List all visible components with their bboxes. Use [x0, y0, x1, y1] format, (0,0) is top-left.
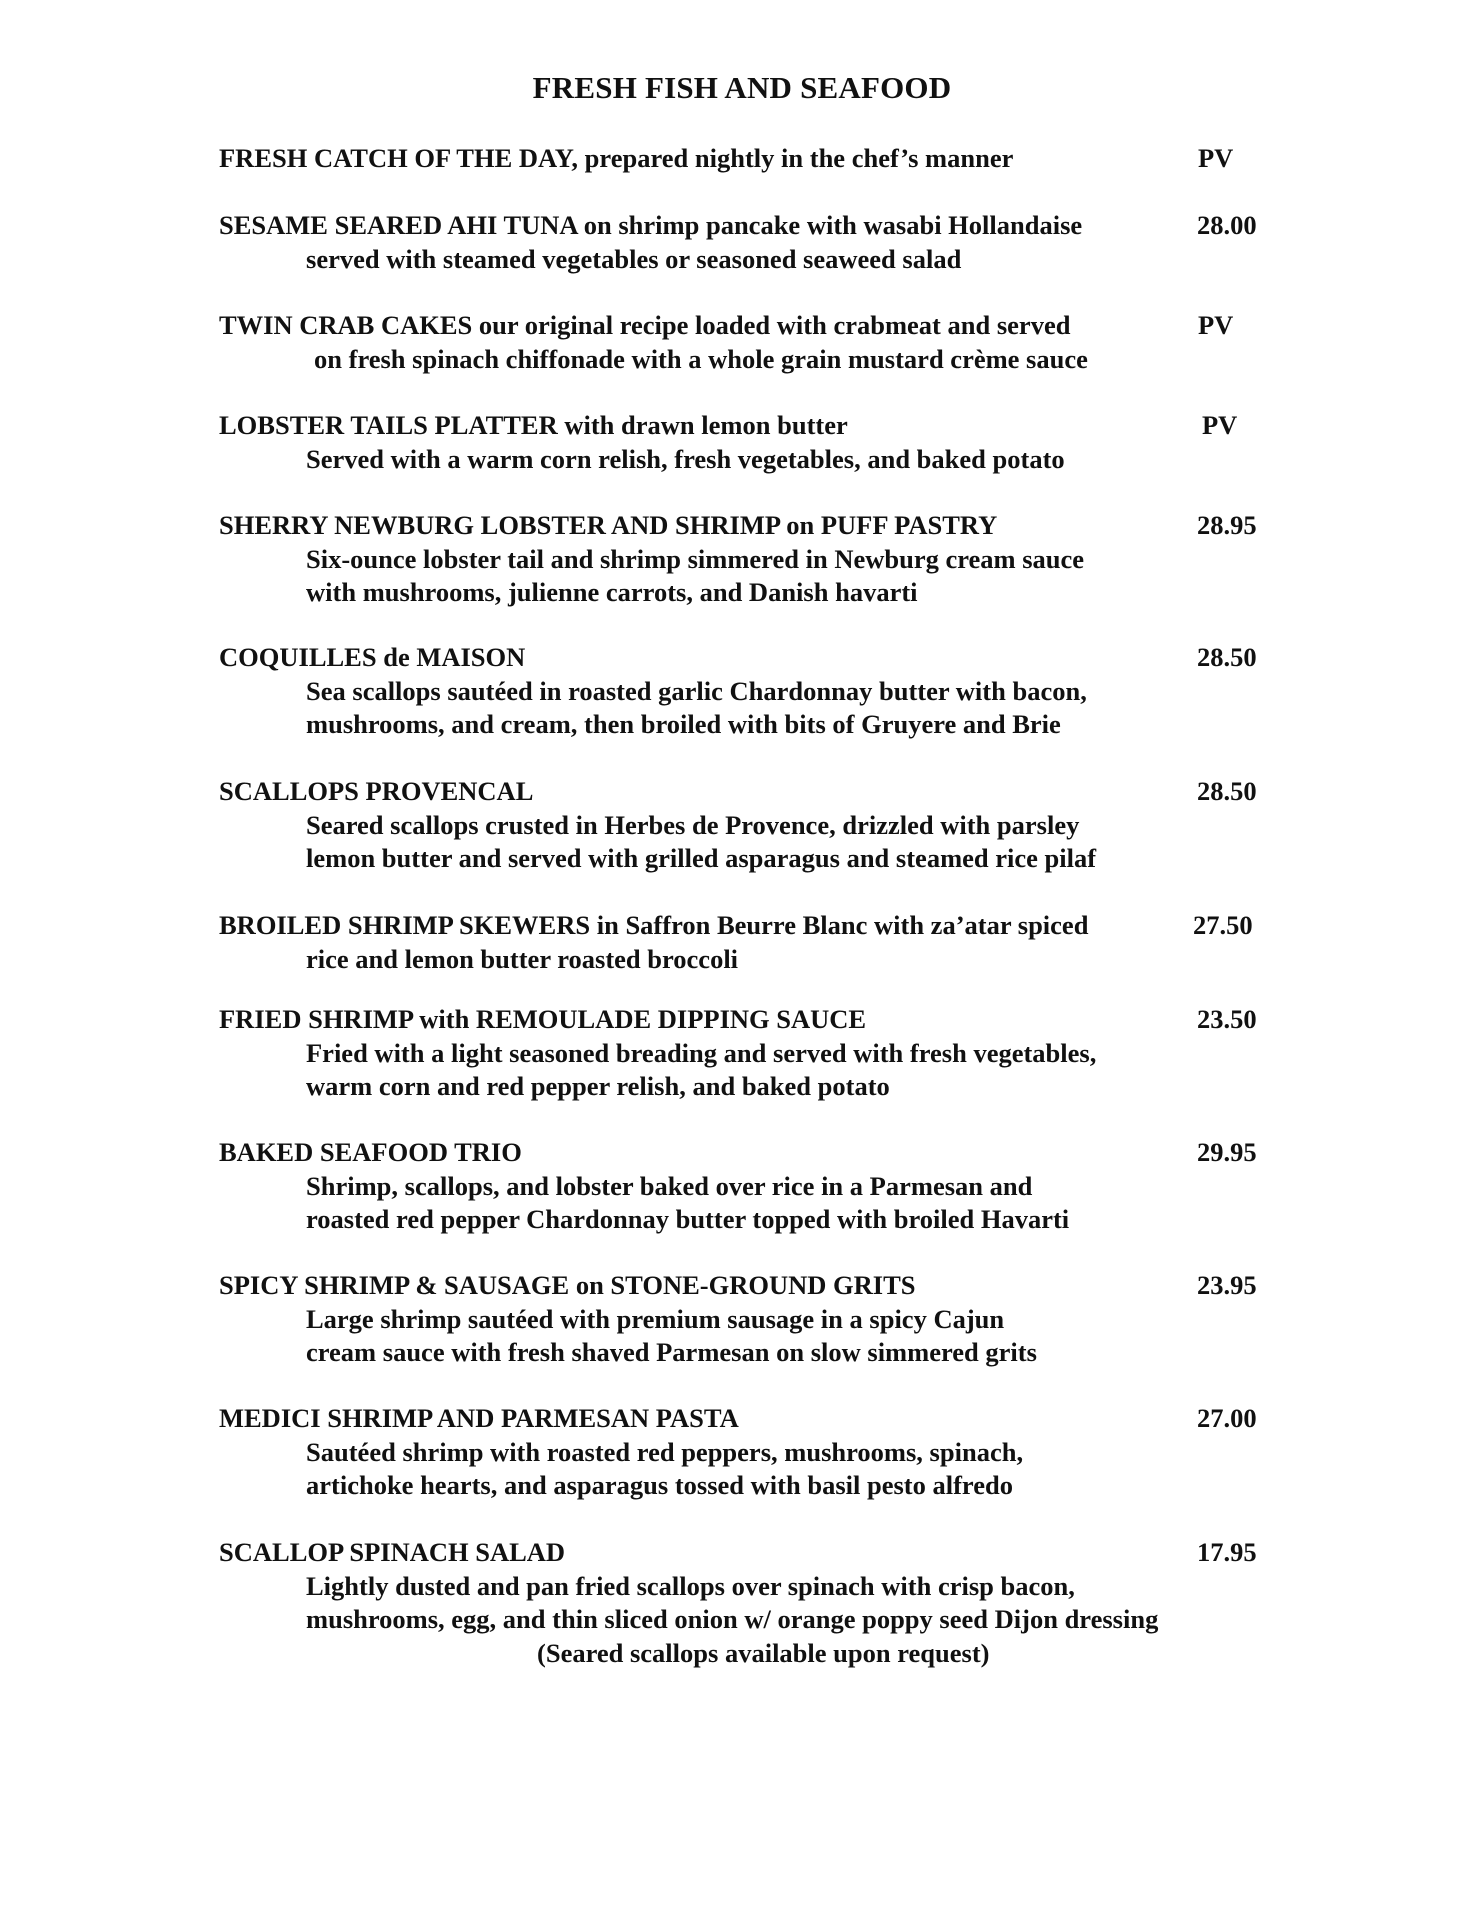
- menu-item-price: 29.95: [1197, 1137, 1257, 1167]
- menu-item-fresh-catch: [219, 142, 1309, 176]
- menu-item-price: 28.50: [1197, 642, 1257, 672]
- menu-item-sherry-newburg: [219, 509, 1309, 610]
- menu-item-price: 23.50: [1197, 1004, 1257, 1034]
- menu-item-description: Shrimp, scallops, and lobster baked over rice in a Parmesan and: [306, 1170, 1033, 1201]
- menu-item-description: roasted red pepper Chardonnay butter topped with broiled Havarti: [306, 1204, 1070, 1234]
- page-title: FRESH FISH AND SEAFOOD: [532, 70, 952, 105]
- menu-item-coquilles: [219, 641, 1309, 742]
- menu-item-title: FRIED SHRIMP with REMOULADE DIPPING SAUCE: [219, 1004, 867, 1034]
- menu-item-price: PV: [1198, 143, 1234, 173]
- menu-item-fried-shrimp: [219, 1003, 1309, 1104]
- menu-item-title: SCALLOP SPINACH SALAD: [219, 1537, 566, 1567]
- menu-item-shrimp-skewers: [219, 909, 1309, 976]
- menu-item-title: BAKED SEAFOOD TRIO: [219, 1137, 522, 1167]
- menu-item-title: COQUILLES de MAISON: [219, 642, 526, 672]
- menu-item-description: Lightly dusted and pan fried scallops over spinach with crisp bacon,: [306, 1570, 1075, 1601]
- menu-item-title: MEDICI SHRIMP AND PARMESAN PASTA: [219, 1403, 739, 1433]
- menu-item-description: Sautéed shrimp with roasted red peppers, mushrooms, spinach,: [306, 1436, 1024, 1467]
- menu-item-description: warm corn and red pepper relish, and baked potato: [306, 1071, 890, 1101]
- menu-item-description: with mushrooms, julienne carrots, and Danish havarti: [306, 577, 918, 607]
- menu-item-price: 28.95: [1197, 510, 1257, 540]
- menu-item-price: PV: [1198, 310, 1234, 340]
- menu-item-description: cream sauce with fresh shaved Parmesan on slow simmered grits: [306, 1337, 1037, 1367]
- menu-item-price: 17.95: [1197, 1537, 1257, 1567]
- menu-item-title: BROILED SHRIMP SKEWERS in Saffron Beurre Blanc with za’atar spiced: [219, 910, 1089, 940]
- menu-item-scallop-salad: [219, 1536, 1309, 1670]
- menu-item-description: Seared scallops crusted in Herbes de Provence, drizzled with parsley: [306, 809, 1080, 840]
- menu-item-description: Fried with a light seasoned breading and served with fresh vegetables,: [306, 1037, 1097, 1068]
- menu-item-title: SESAME SEARED AHI TUNA on shrimp pancake with wasabi Hollandaise: [219, 210, 1083, 240]
- menu-item-price: PV: [1202, 410, 1238, 440]
- menu-item-price: 27.00: [1197, 1403, 1257, 1433]
- menu-item-description: artichoke hearts, and asparagus tossed with basil pesto alfredo: [306, 1470, 1013, 1500]
- menu-item-crab-cakes: [219, 309, 1309, 376]
- menu-item-note: (Seared scallops available upon request): [537, 1637, 990, 1668]
- menu-item-description: Six-ounce lobster tail and shrimp simmered in Newburg cream sauce: [306, 543, 1085, 574]
- menu-item-title: FRESH CATCH OF THE DAY, prepared nightly in the chef’s manner: [219, 143, 1014, 173]
- menu-item-lobster-tails: [219, 409, 1309, 476]
- menu-item-description: mushrooms, egg, and thin sliced onion w/ orange poppy seed Dijon dressing: [306, 1604, 1159, 1634]
- menu-item-seafood-trio: [219, 1136, 1309, 1237]
- menu-item-description: rice and lemon butter roasted broccoli: [306, 943, 739, 974]
- menu-item-price: 28.00: [1197, 210, 1257, 240]
- menu-item-price: 28.50: [1197, 776, 1257, 806]
- menu-item-title: SCALLOPS PROVENCAL: [219, 776, 534, 806]
- menu-item-scallops-provencal: [219, 775, 1309, 876]
- menu-item-description: Sea scallops sautéed in roasted garlic Chardonnay butter with bacon,: [306, 675, 1087, 706]
- menu-item-title: LOBSTER TAILS PLATTER with drawn lemon butter: [219, 410, 848, 440]
- menu-item-description: lemon butter and served with grilled asparagus and steamed rice pilaf: [306, 843, 1097, 873]
- menu-item-description: on fresh spinach chiffonade with a whole grain mustard crème sauce: [314, 343, 1088, 374]
- menu-item-description: mushrooms, and cream, then broiled with bits of Gruyere and Brie: [306, 709, 1061, 739]
- menu-item-title: SHERRY NEWBURG LOBSTER AND SHRIMP on PUFF PASTRY: [219, 510, 998, 540]
- menu-item-description: served with steamed vegetables or seasoned seaweed salad: [306, 243, 962, 274]
- menu-item-title: SPICY SHRIMP & SAUSAGE on STONE-GROUND GRITS: [219, 1270, 916, 1300]
- menu-item-ahi-tuna: [219, 209, 1309, 276]
- menu-item-title: TWIN CRAB CAKES our original recipe loaded with crabmeat and served: [219, 310, 1071, 340]
- menu-item-medici-pasta: [219, 1402, 1309, 1503]
- menu-item-shrimp-grits: [219, 1269, 1309, 1370]
- menu-item-description: Large shrimp sautéed with premium sausage in a spicy Cajun: [306, 1303, 1005, 1334]
- menu-item-price: 27.50: [1193, 910, 1253, 940]
- menu-item-description: Served with a warm corn relish, fresh vegetables, and baked potato: [306, 443, 1065, 474]
- menu-item-price: 23.95: [1197, 1270, 1257, 1300]
